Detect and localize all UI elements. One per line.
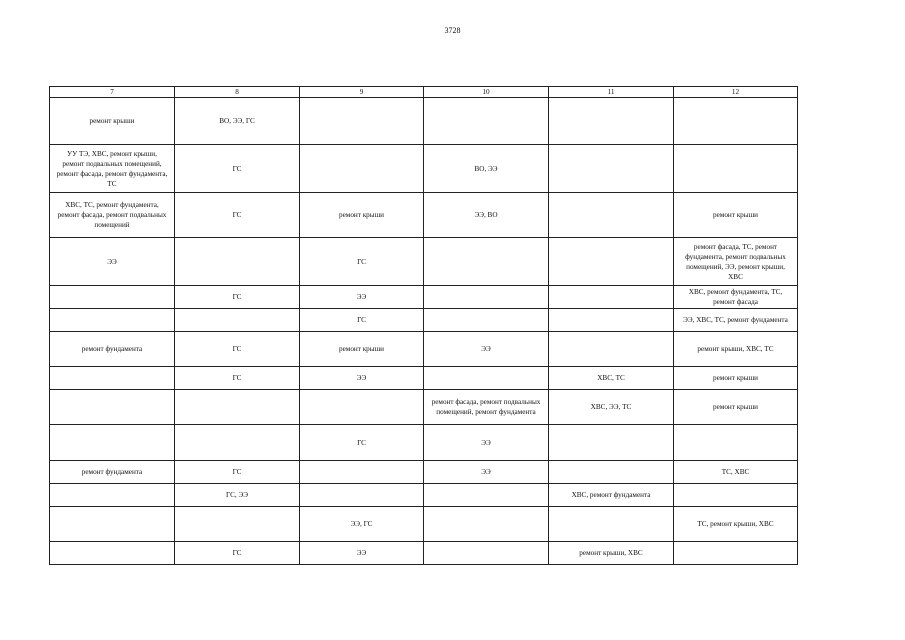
table-cell: ТС, ХВС <box>674 461 798 484</box>
table-cell <box>175 425 300 461</box>
table-cell: ремонт крыши <box>674 390 798 425</box>
table-cell <box>549 461 674 484</box>
column-header: 8 <box>175 87 300 98</box>
table-cell: ремонт фасада, ремонт подвальных помещений, ремонт фундамента <box>424 390 549 425</box>
table-cell: ГС <box>175 367 300 390</box>
table-row <box>50 390 798 425</box>
table-row <box>50 425 798 461</box>
table-cell: ремонт фасада, ТС, ремонт фундамента, ремонт подвальных помещений, ЭЭ, ремонт крыши, ХВС <box>674 238 798 286</box>
table-cell <box>549 238 674 286</box>
table-cell <box>549 98 674 145</box>
table-cell <box>424 542 549 565</box>
table-cell: ремонт крыши, ХВС, ТС <box>674 332 798 367</box>
table-cell <box>549 507 674 542</box>
table-cell: ГС, ЭЭ <box>175 484 300 507</box>
table-row <box>50 367 798 390</box>
header-row <box>50 87 798 98</box>
table-cell <box>50 484 175 507</box>
table-cell <box>50 390 175 425</box>
table-row <box>50 332 798 367</box>
table-cell: ГС <box>300 309 424 332</box>
table-cell: ремонт крыши <box>674 367 798 390</box>
table-cell <box>50 542 175 565</box>
table-cell: ЭЭ, ХВС, ТС, ремонт фундамента <box>674 309 798 332</box>
table-cell: ХВС, ремонт фундамента <box>549 484 674 507</box>
table-row <box>50 542 798 565</box>
table-cell: ремонт фундамента <box>50 461 175 484</box>
table-cell <box>549 309 674 332</box>
column-header: 10 <box>424 87 549 98</box>
table-cell: ТС, ремонт крыши, ХВС <box>674 507 798 542</box>
table-cell: ХВС, ремонт фундамента, ТС, ремонт фасада <box>674 286 798 309</box>
table-cell <box>424 238 549 286</box>
table-cell: ремонт фундамента <box>50 332 175 367</box>
table-cell: ВО, ЭЭ, ГС <box>175 98 300 145</box>
table-cell: ХВС, ТС <box>549 367 674 390</box>
table-cell <box>674 542 798 565</box>
table-cell <box>424 484 549 507</box>
table-cell: ЭЭ <box>300 542 424 565</box>
table-row <box>50 461 798 484</box>
table-cell: ГС <box>175 461 300 484</box>
table-row <box>50 309 798 332</box>
table-cell: ВО, ЭЭ <box>424 145 549 193</box>
table-row <box>50 238 798 286</box>
table-cell <box>424 309 549 332</box>
column-header: 12 <box>674 87 798 98</box>
table-cell: УУ ТЭ, ХВС, ремонт крыши, ремонт подвальных помещений, ремонт фасада, ремонт фундамента, ТС <box>50 145 175 193</box>
table-cell: ремонт крыши <box>674 193 798 238</box>
table-row <box>50 484 798 507</box>
table-cell <box>549 193 674 238</box>
table-cell <box>674 425 798 461</box>
table-cell <box>549 425 674 461</box>
table-cell: ЭЭ <box>300 286 424 309</box>
table-cell: ремонт крыши <box>300 193 424 238</box>
table-cell: ГС <box>175 542 300 565</box>
table-cell: ЭЭ <box>424 425 549 461</box>
table-cell <box>424 507 549 542</box>
table-cell: ГС <box>300 425 424 461</box>
table-cell <box>549 286 674 309</box>
table-cell <box>50 309 175 332</box>
table-cell: ЭЭ <box>424 461 549 484</box>
table-cell <box>175 309 300 332</box>
table-cell <box>175 390 300 425</box>
table-cell: ЭЭ <box>424 332 549 367</box>
table-cell <box>674 145 798 193</box>
table-cell <box>424 98 549 145</box>
table-cell <box>300 461 424 484</box>
table-cell: ЭЭ, ВО <box>424 193 549 238</box>
table-cell: ГС <box>175 286 300 309</box>
table-cell <box>175 507 300 542</box>
table-cell: ремонт крыши <box>300 332 424 367</box>
table-cell <box>549 145 674 193</box>
table-cell: ремонт крыши <box>50 98 175 145</box>
table-cell: ЭЭ <box>50 238 175 286</box>
table-cell <box>300 98 424 145</box>
column-header: 9 <box>300 87 424 98</box>
table-cell: ЭЭ, ГС <box>300 507 424 542</box>
table-row <box>50 145 798 193</box>
table-cell <box>300 484 424 507</box>
table-cell <box>549 332 674 367</box>
table-cell <box>424 286 549 309</box>
table-cell: ГС <box>300 238 424 286</box>
table-row <box>50 286 798 309</box>
table-cell: ХВС, ТС, ремонт фундамента, ремонт фасада, ремонт подвальных помещений <box>50 193 175 238</box>
table-cell: ЭЭ <box>300 367 424 390</box>
table-row <box>50 507 798 542</box>
table-cell <box>175 238 300 286</box>
table-row <box>50 98 798 145</box>
table-cell <box>50 425 175 461</box>
table-cell <box>424 367 549 390</box>
table-cell <box>50 286 175 309</box>
column-header: 7 <box>50 87 175 98</box>
table-cell <box>674 484 798 507</box>
works-table <box>49 86 798 565</box>
table-cell: ГС <box>175 332 300 367</box>
table-cell: ГС <box>175 193 300 238</box>
table-cell: ГС <box>175 145 300 193</box>
table-cell <box>300 145 424 193</box>
page-number: 3728 <box>444 26 461 35</box>
table-cell <box>674 98 798 145</box>
table-cell <box>300 390 424 425</box>
table-cell: ХВС, ЭЭ, ТС <box>549 390 674 425</box>
table-row <box>50 193 798 238</box>
column-header: 11 <box>549 87 674 98</box>
table-cell <box>50 367 175 390</box>
table-cell <box>50 507 175 542</box>
table-cell: ремонт крыши, ХВС <box>549 542 674 565</box>
